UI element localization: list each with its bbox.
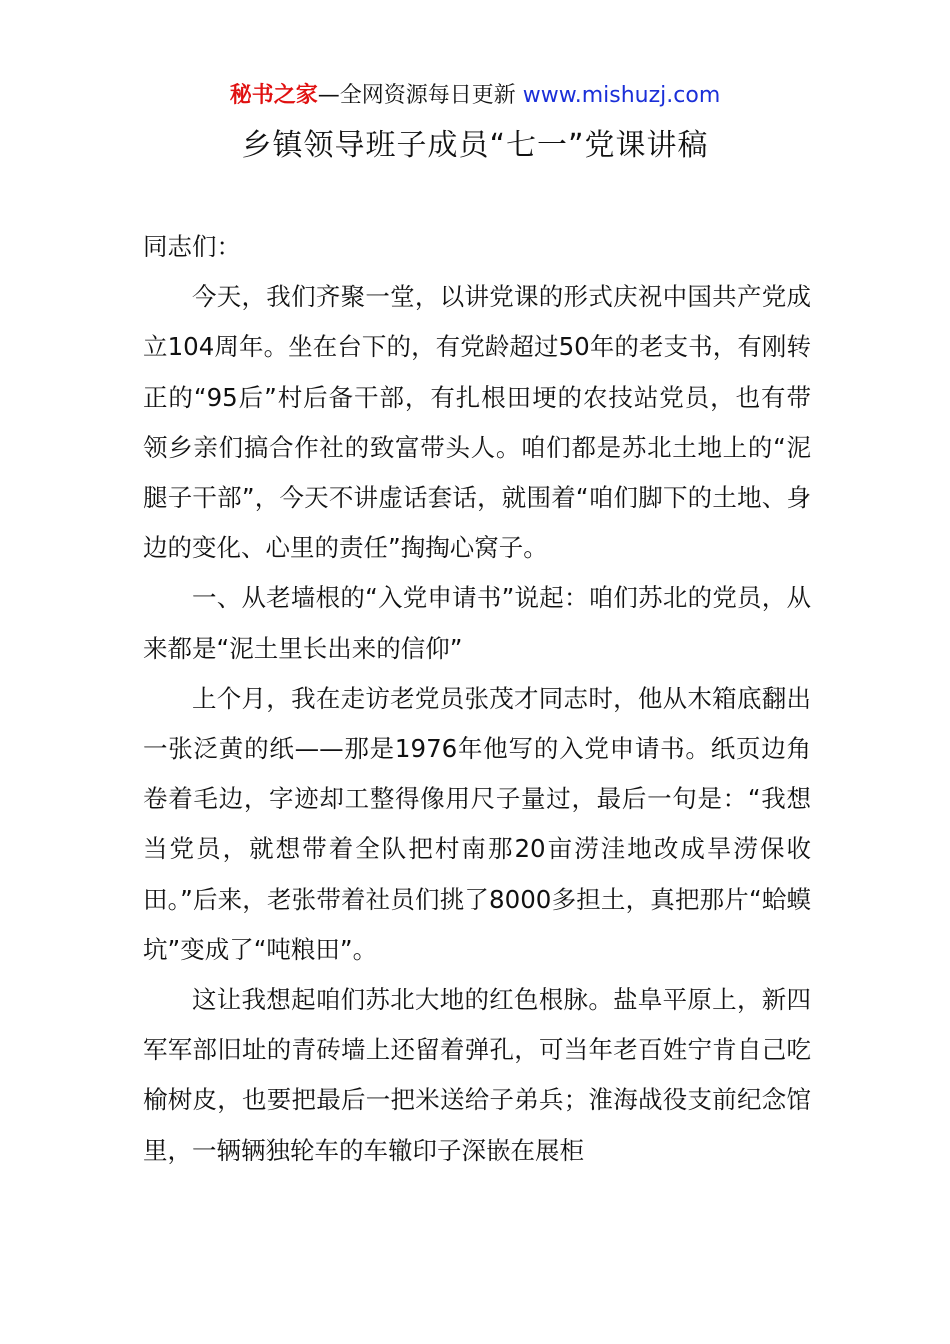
salutation: 同志们： [143,232,241,261]
site-header-banner [0,80,950,112]
site-url-link[interactable]: www.mishuzj.com [522,83,721,108]
header-tagline: —全网资源每日更新 [317,83,523,108]
brand-name: 秘书之家 [229,83,318,108]
body-paragraph: 今天，我们齐聚一堂，以讲党课的形式庆祝中国共产党成立104周年。坐在台下的，有党龄超过50年的老支书，有刚转正的“95后”村后备干部，有扎根田埂的农技站党员，也有带领乡亲们搞合作社的致富带头人。咱们都是苏北土地上的“泥腿子干部”，今天不讲虚话套话，就围着“咱们脚下的土地、身边的变化、心里的责任”掏掏心窝子。 [143,282,811,563]
document-body [143,222,811,1176]
section-heading: 一、从老墙根的“入党申请书”说起：咱们苏北的党员，从来都是“泥土里长出来的信仰” [143,583,811,663]
body-paragraph: 上个月，我在走访老党员张茂才同志时，他从木箱底翻出一张泛黄的纸——那是1976年他写的入党申请书。纸页边角卷着毛边，字迹却工整得像用尺子量过，最后一句是：“我想当党员，就想带着全队把村南那20亩涝洼地改成旱涝保收田。”后来，老张带着社员们挑了8000多担土，真把那片“蛤蟆坑”变成了“吨粮田”。 [143,683,811,964]
body-paragraph: 这让我想起咱们苏北大地的红色根脉。盐阜平原上，新四军军部旧址的青砖墙上还留着弹孔，可当年老百姓宁肯自己吃榆树皮，也要把最后一把米送给子弟兵；淮海战役支前纪念馆里，一辆辆独轮车的车辙印子深嵌在展柜 [143,985,811,1165]
document-title: 乡镇领导班子成员“七一”党课讲稿 [241,128,709,163]
